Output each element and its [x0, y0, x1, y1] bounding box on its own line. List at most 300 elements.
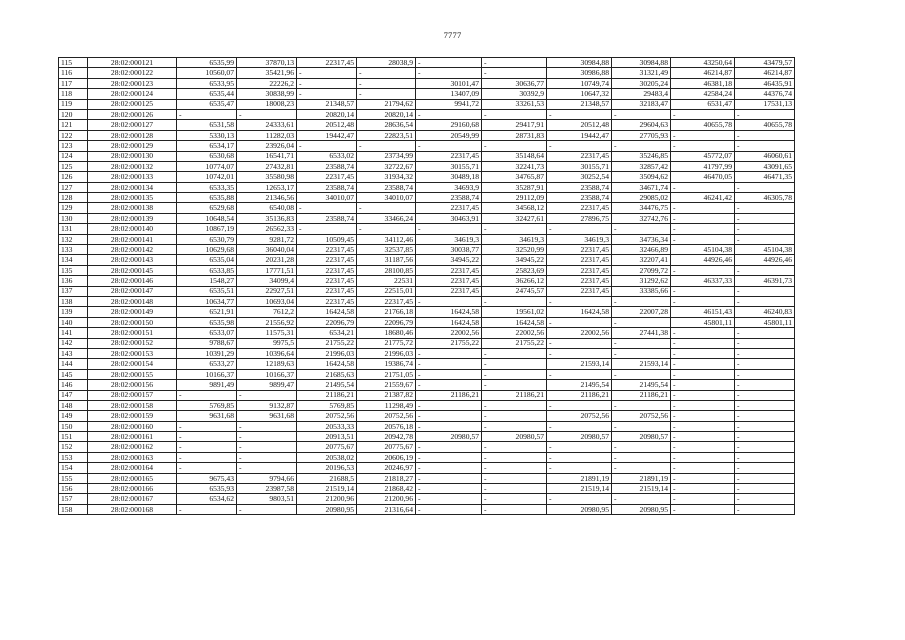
table-cell: - [671, 296, 735, 306]
table-cell: 28:02:000135 [88, 193, 177, 203]
table-cell: - [735, 442, 795, 452]
table-cell: 28:02:000157 [88, 390, 177, 400]
table-cell: 43479,57 [735, 58, 795, 68]
table-cell: - [416, 359, 482, 369]
table-cell: 21556,92 [237, 317, 297, 327]
table-cell: 22096,79 [357, 317, 416, 327]
table-cell: - [671, 328, 735, 338]
table-cell: - [416, 452, 482, 462]
table-cell: 28:02:000150 [88, 317, 177, 327]
table-cell: 35287,91 [482, 182, 547, 192]
table-cell: 22317,45 [357, 296, 416, 306]
table-cell: 22317,45 [297, 255, 357, 265]
table-cell: 20196,53 [297, 463, 357, 473]
table-cell: 28:02:000151 [88, 328, 177, 338]
table-cell: 22317,45 [416, 265, 482, 275]
table-cell: 21348,57 [297, 99, 357, 109]
table-cell: 6534,62 [177, 494, 237, 504]
table-cell: 34099,4 [237, 276, 297, 286]
table-cell: 22002,56 [482, 328, 547, 338]
table-row [59, 245, 795, 255]
table-cell: 20942,78 [357, 432, 416, 442]
table-cell: - [482, 494, 547, 504]
table-cell: 21495,54 [297, 380, 357, 390]
table-cell: - [612, 224, 671, 234]
table-cell: - [482, 58, 547, 68]
table-cell: 5769,85 [297, 400, 357, 410]
table-cell: 121 [59, 120, 88, 130]
table-cell: 28100,85 [357, 265, 416, 275]
table-cell: 27099,72 [612, 265, 671, 275]
table-cell: - [671, 380, 735, 390]
table-cell: 28:02:000161 [88, 432, 177, 442]
table-cell: 21519,14 [547, 484, 612, 494]
table-cell: 26562,33 [237, 224, 297, 234]
table-cell: 122 [59, 130, 88, 140]
table-row [59, 120, 795, 130]
table-cell: 21688,5 [297, 473, 357, 483]
table-cell: - [416, 348, 482, 358]
table-cell: 22317,45 [547, 151, 612, 161]
table-cell: 10560,07 [177, 68, 237, 78]
table-cell: 23588,74 [297, 182, 357, 192]
table-cell: 19442,47 [547, 130, 612, 140]
table-cell: - [237, 109, 297, 119]
table-cell: - [671, 286, 735, 296]
table-cell: 22317,45 [297, 265, 357, 275]
table-cell: 6534,21 [297, 328, 357, 338]
table-cell: 21755,22 [416, 338, 482, 348]
table-cell: - [671, 442, 735, 452]
table-cell: 28:02:000143 [88, 255, 177, 265]
table-cell: 21186,21 [612, 390, 671, 400]
table-cell: 28:02:000133 [88, 172, 177, 182]
table-cell: 152 [59, 442, 88, 452]
table-cell: - [482, 109, 547, 119]
table-cell: - [612, 109, 671, 119]
table-cell: 144 [59, 359, 88, 369]
table-cell: 146 [59, 380, 88, 390]
table-cell: 28:02:000158 [88, 400, 177, 410]
table-cell: - [482, 421, 547, 431]
table-cell: 30038,77 [416, 245, 482, 255]
table-cell: 20980,57 [416, 432, 482, 442]
table-cell: - [735, 452, 795, 462]
table-cell: 11298,49 [357, 400, 416, 410]
table-cell: - [482, 141, 547, 151]
table-row [59, 255, 795, 265]
table-cell: 6535,88 [177, 193, 237, 203]
table-cell: 28:02:000149 [88, 307, 177, 317]
table-cell: 34619,3 [482, 234, 547, 244]
table-cell: - [177, 109, 237, 119]
table-cell: - [671, 504, 735, 514]
table-cell: 34619,3 [416, 234, 482, 244]
table-cell: 20820,14 [357, 109, 416, 119]
table-cell: 28:02:000123 [88, 78, 177, 88]
table-cell: 31292,62 [612, 276, 671, 286]
table-cell: 20752,56 [297, 411, 357, 421]
table-cell: 46240,83 [735, 307, 795, 317]
table-cell: 29604,63 [612, 120, 671, 130]
table-cell: 33261,53 [482, 99, 547, 109]
table-cell: 6534,17 [177, 141, 237, 151]
table-cell: 22317,45 [547, 276, 612, 286]
table-cell: 41797,99 [671, 161, 735, 171]
table-cell: - [482, 473, 547, 483]
table-cell: 21794,62 [357, 99, 416, 109]
table-cell: 6533,85 [177, 265, 237, 275]
table-cell: - [735, 348, 795, 358]
table-cell: 20512,48 [547, 120, 612, 130]
table-cell: 27432,81 [237, 161, 297, 171]
table-cell: 23588,74 [547, 193, 612, 203]
table-cell: - [735, 432, 795, 442]
table-cell: 20820,14 [297, 109, 357, 119]
table-cell: 147 [59, 390, 88, 400]
table-cell: 28:02:000126 [88, 109, 177, 119]
table-cell: 148 [59, 400, 88, 410]
table-cell: 17771,51 [237, 265, 297, 275]
table-cell: - [671, 484, 735, 494]
table-cell: 34568,12 [482, 203, 547, 213]
table-cell: - [416, 421, 482, 431]
table-cell: 22317,45 [416, 286, 482, 296]
table-cell: 9803,51 [237, 494, 297, 504]
table-cell: 29085,02 [612, 193, 671, 203]
table-cell: - [735, 224, 795, 234]
table-cell: 28:02:000132 [88, 161, 177, 171]
table-cell: 30838,99 [237, 89, 297, 99]
table-cell: 25823,69 [482, 265, 547, 275]
table-cell: - [547, 348, 612, 358]
table-cell: - [177, 463, 237, 473]
table-cell: - [177, 442, 237, 452]
table-cell: - [482, 369, 547, 379]
table-cell: 5769,85 [177, 400, 237, 410]
table-cell: 11282,03 [237, 130, 297, 140]
table-cell: - [237, 390, 297, 400]
table-cell: 28:02:000146 [88, 276, 177, 286]
table-cell: 131 [59, 224, 88, 234]
table-cell: - [547, 421, 612, 431]
table-cell: - [612, 296, 671, 306]
table-cell: 28:02:000160 [88, 421, 177, 431]
table-row [59, 452, 795, 462]
table-cell: 124 [59, 151, 88, 161]
table-cell: - [735, 296, 795, 306]
table-cell: - [416, 442, 482, 452]
table-cell: - [547, 141, 612, 151]
table-cell: 28:02:000122 [88, 68, 177, 78]
table-cell: - [416, 400, 482, 410]
table-cell: - [237, 504, 297, 514]
table-cell: 22317,45 [547, 245, 612, 255]
table-cell: - [612, 442, 671, 452]
table-cell: 7612,2 [237, 307, 297, 317]
table-cell: - [671, 348, 735, 358]
table-cell: - [671, 452, 735, 462]
table-cell: 21316,64 [357, 504, 416, 514]
table-row [59, 463, 795, 473]
table-row [59, 348, 795, 358]
table-row [59, 172, 795, 182]
table-cell: 6533,07 [177, 328, 237, 338]
table-cell: 139 [59, 307, 88, 317]
table-cell: 22317,45 [547, 265, 612, 275]
table-cell: 9132,87 [237, 400, 297, 410]
table-cell: 10749,74 [547, 78, 612, 88]
table-cell: 22317,45 [297, 286, 357, 296]
table-cell: 149 [59, 411, 88, 421]
table-row [59, 504, 795, 514]
table-cell: - [671, 234, 735, 244]
table-cell: 28:02:000156 [88, 380, 177, 390]
table-cell: 151 [59, 432, 88, 442]
table-cell: 28:02:000130 [88, 151, 177, 161]
table-cell: 28:02:000142 [88, 245, 177, 255]
table-row [59, 265, 795, 275]
table-cell: 9631,68 [177, 411, 237, 421]
table-cell: - [671, 224, 735, 234]
table-cell: 6533,95 [177, 78, 237, 88]
table-cell: - [735, 234, 795, 244]
table-cell: 45104,38 [671, 245, 735, 255]
table-cell: 27441,38 [612, 328, 671, 338]
table-cell: - [482, 359, 547, 369]
table-cell: 22317,45 [416, 276, 482, 286]
table-row [59, 307, 795, 317]
table-cell: 34112,46 [357, 234, 416, 244]
table-cell: - [671, 421, 735, 431]
table-cell: 35136,83 [237, 213, 297, 223]
table-cell: 46471,35 [735, 172, 795, 182]
table-cell: 46470,05 [671, 172, 735, 182]
table-cell: 6530,68 [177, 151, 237, 161]
table-row [59, 473, 795, 483]
table-cell: - [671, 265, 735, 275]
table-cell: 133 [59, 245, 88, 255]
table-cell: 117 [59, 78, 88, 88]
table-cell: - [671, 141, 735, 151]
table-cell: 16541,71 [237, 151, 297, 161]
table-cell: 16424,58 [416, 317, 482, 327]
table-cell: 10693,04 [237, 296, 297, 306]
table-cell: - [357, 78, 416, 88]
table-cell: 23926,04 [237, 141, 297, 151]
table-cell: 23987,58 [237, 484, 297, 494]
table-cell: - [237, 463, 297, 473]
table-cell: 24745,57 [482, 286, 547, 296]
table-row [59, 109, 795, 119]
table-cell: - [612, 338, 671, 348]
table-cell: 9794,66 [237, 473, 297, 483]
table-cell: 21891,19 [547, 473, 612, 483]
table-cell: 29483,4 [612, 89, 671, 99]
table-cell: 115 [59, 58, 88, 68]
table-cell: 32537,85 [357, 245, 416, 255]
table-cell: - [547, 452, 612, 462]
table-cell: - [735, 400, 795, 410]
table-row [59, 411, 795, 421]
table-cell: 40655,78 [671, 120, 735, 130]
table-cell: 46241,42 [671, 193, 735, 203]
table-cell: 22317,45 [547, 255, 612, 265]
table-cell: 28:02:000121 [88, 58, 177, 68]
table-cell: - [671, 463, 735, 473]
table-cell: 20576,18 [357, 421, 416, 431]
table-cell: - [735, 130, 795, 140]
table-cell: 28:02:000162 [88, 442, 177, 452]
table-cell: 143 [59, 348, 88, 358]
table-cell: 30463,91 [416, 213, 482, 223]
table-cell: 32722,67 [357, 161, 416, 171]
table-cell: - [416, 369, 482, 379]
table-cell: 28:02:000141 [88, 234, 177, 244]
table-cell: 12653,17 [237, 182, 297, 192]
table-cell: - [482, 411, 547, 421]
table-cell: 150 [59, 421, 88, 431]
table-cell: 36266,12 [482, 276, 547, 286]
table-row [59, 99, 795, 109]
table-cell: - [237, 452, 297, 462]
table-cell: - [735, 182, 795, 192]
table-cell: 46305,78 [735, 193, 795, 203]
table-cell: 32857,42 [612, 161, 671, 171]
table-cell: - [612, 452, 671, 462]
table-cell: 116 [59, 68, 88, 78]
table-cell: - [612, 317, 671, 327]
table-cell: 23588,74 [297, 161, 357, 171]
table-cell: 156 [59, 484, 88, 494]
table-cell: 132 [59, 234, 88, 244]
table-cell: 21387,82 [357, 390, 416, 400]
table-cell: - [735, 203, 795, 213]
table-cell: - [671, 182, 735, 192]
table-cell: 20980,57 [612, 432, 671, 442]
table-cell: 28731,83 [482, 130, 547, 140]
table-cell: 21593,14 [612, 359, 671, 369]
table-cell: 22002,56 [416, 328, 482, 338]
table-cell: 21559,67 [357, 380, 416, 390]
table-cell: 155 [59, 473, 88, 483]
table-cell: 19386,74 [357, 359, 416, 369]
table-cell: - [735, 473, 795, 483]
table-cell: 21186,21 [547, 390, 612, 400]
table-cell: 10774,07 [177, 161, 237, 171]
table-cell: 45772,07 [671, 151, 735, 161]
table-cell: 34476,75 [612, 203, 671, 213]
table-cell: 21200,96 [357, 494, 416, 504]
table-cell: - [671, 369, 735, 379]
table-cell: 10634,77 [177, 296, 237, 306]
table-cell: 20752,56 [612, 411, 671, 421]
table-cell: 157 [59, 494, 88, 504]
table-cell: 123 [59, 141, 88, 151]
table-cell: 44926,46 [671, 255, 735, 265]
table-cell: 6533,27 [177, 359, 237, 369]
table-cell: - [482, 68, 547, 78]
table-cell: - [237, 442, 297, 452]
table-cell: 20980,95 [547, 504, 612, 514]
table-cell: 23588,74 [547, 182, 612, 192]
table-cell: - [416, 58, 482, 68]
table-cell: - [671, 390, 735, 400]
table-cell: 20549,99 [416, 130, 482, 140]
table-cell: 20606,19 [357, 452, 416, 462]
table-cell: - [297, 78, 357, 88]
table-cell: 1548,27 [177, 276, 237, 286]
table-cell: - [297, 224, 357, 234]
table-cell: 35094,62 [612, 172, 671, 182]
table-cell: 20980,57 [547, 432, 612, 442]
table-cell: - [416, 141, 482, 151]
table-cell: 10742,01 [177, 172, 237, 182]
table-cell: - [177, 432, 237, 442]
table-cell: 10166,37 [237, 369, 297, 379]
table-cell: - [416, 224, 482, 234]
table-cell: - [735, 109, 795, 119]
table-cell: 28:02:000145 [88, 265, 177, 275]
table-cell: 46214,87 [735, 68, 795, 78]
table-cell: - [671, 203, 735, 213]
table-row [59, 182, 795, 192]
table-cell: 28:02:000155 [88, 369, 177, 379]
table-cell: 22002,56 [547, 328, 612, 338]
table-cell: 45801,11 [671, 317, 735, 327]
table-cell: 34619,3 [547, 234, 612, 244]
table-cell: - [547, 494, 612, 504]
table-cell: 120 [59, 109, 88, 119]
table-row [59, 296, 795, 306]
table-cell: 22317,45 [297, 245, 357, 255]
table-cell: 6535,93 [177, 484, 237, 494]
table-cell: 16424,58 [297, 359, 357, 369]
table-cell: 28:02:000125 [88, 99, 177, 109]
table-cell: 32742,76 [612, 213, 671, 223]
table-cell: - [297, 68, 357, 78]
table-cell: 32183,47 [612, 99, 671, 109]
table-cell: 21996,03 [297, 348, 357, 358]
table-cell: 119 [59, 99, 88, 109]
table-cell: - [547, 369, 612, 379]
table-cell: 32466,89 [612, 245, 671, 255]
table-row [59, 432, 795, 442]
table-cell: 21186,21 [416, 390, 482, 400]
table-cell: 23588,74 [357, 182, 416, 192]
table-cell: 126 [59, 172, 88, 182]
table-cell: 35246,85 [612, 151, 671, 161]
table-cell: 32427,61 [482, 213, 547, 223]
table-cell: 154 [59, 463, 88, 473]
table-cell: 34945,22 [482, 255, 547, 265]
table-cell: - [482, 224, 547, 234]
table-cell: - [735, 338, 795, 348]
table-cell: 44926,46 [735, 255, 795, 265]
table-cell: 36040,04 [237, 245, 297, 255]
table-cell: 153 [59, 452, 88, 462]
table-cell: 31187,56 [357, 255, 416, 265]
table-cell: 27896,75 [547, 213, 612, 223]
table-cell: 20980,95 [297, 504, 357, 514]
table-cell: 28:02:000165 [88, 473, 177, 483]
table-cell: 21593,14 [547, 359, 612, 369]
table-cell: - [671, 213, 735, 223]
table-cell: 30984,88 [547, 58, 612, 68]
table-cell: - [482, 296, 547, 306]
table-cell: 21348,57 [547, 99, 612, 109]
table-cell: 28:02:000127 [88, 120, 177, 130]
